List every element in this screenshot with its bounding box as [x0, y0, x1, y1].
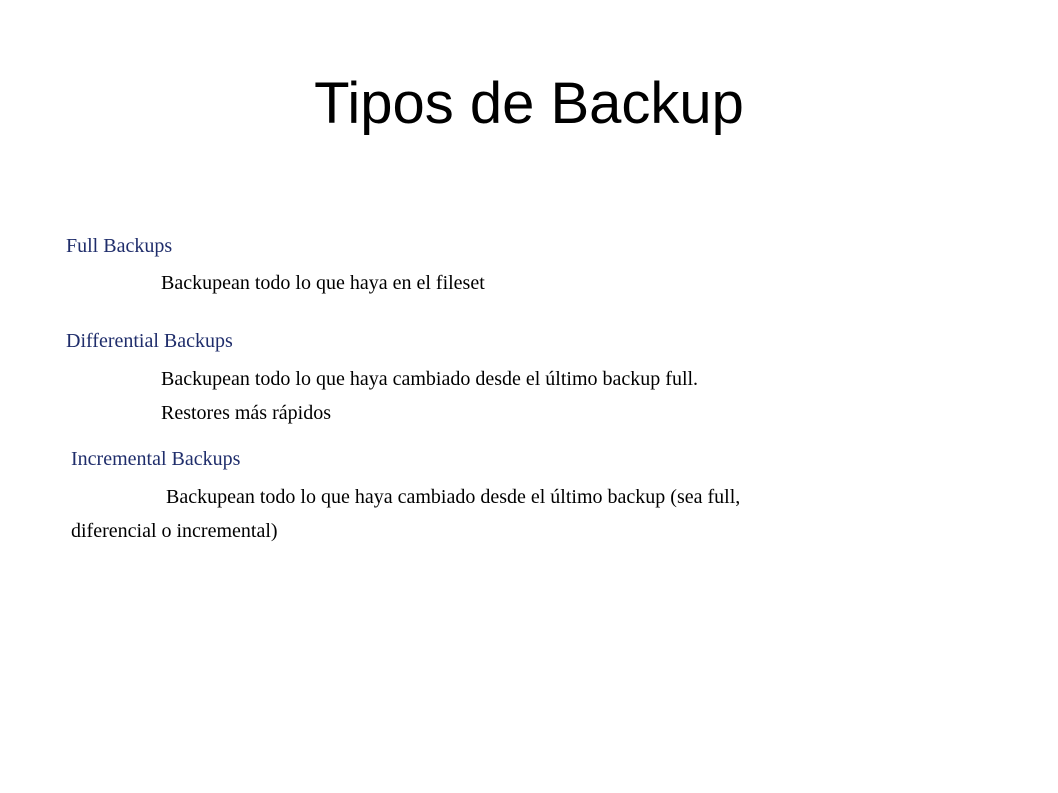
section-heading-differential-backups: Differential Backups [66, 330, 233, 352]
section-heading-full-backups: Full Backups [66, 235, 173, 257]
incremental-backups-description: Backupean todo lo que haya cambiado desde el último backup (sea full, [166, 486, 741, 508]
full-backups-description: Backupean todo lo que haya en el fileset [161, 272, 485, 294]
differential-backups-description: Backupean todo lo que haya cambiado desde el último backup full. [161, 368, 699, 390]
slide-title: Tipos de Backup [314, 71, 744, 136]
section-heading-incremental-backups: Incremental Backups [71, 448, 241, 470]
incremental-backups-description-continued: diferencial o incremental) [71, 520, 278, 542]
differential-backups-note: Restores más rápidos [161, 402, 331, 424]
